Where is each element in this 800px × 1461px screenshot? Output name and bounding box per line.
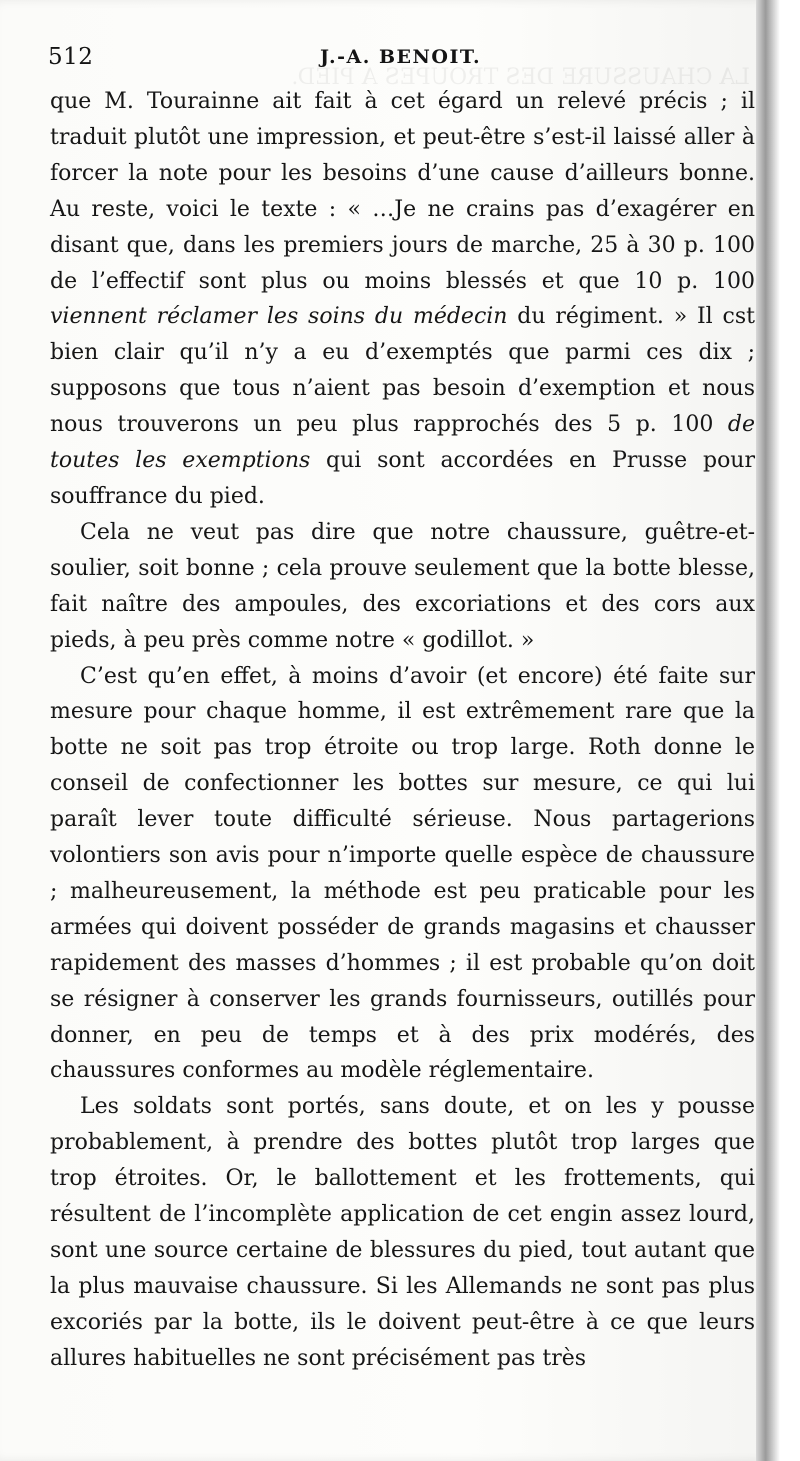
bleed-through-text: LA CHAUSSURE DES TROUPES A PIED. [291,65,750,90]
text-run: du régiment. » Il cst bien clair qu’il n’y a eu d’exemptés que parmi ces dix ; supposons que tous n’aient pas besoin d’exemption et nous nous trouverons un peu plus rapprochés des 5 p. 100 [50,304,755,438]
page-number: 512 [48,44,94,70]
text-run: Cela ne veut pas dire que notre chaussure, guêtre-et-soulier, soit bonne ; cela prouve seulement que la botte blesse, fait naître des ampoules, des excoriations et des cors aux pieds, à peu près comme notre « godillot. » [50,519,755,653]
running-head: J.-A. BENOIT. [320,46,482,68]
paragraph [50,659,755,1090]
italic-run: de toutes les exemptions [50,412,755,474]
text-run: que M. Tourainne ait fait à cet égard un relevé précis ; il traduit plutôt une impression, et peut-être s’est-il laissé aller à forcer la note pour les besoins d’une cause d’ailleurs bonne. Au reste, voici le texte : « …Je ne crains pas d’exagérer en disant que, dans les premiers jours de marche, 25 à 30 p. 100 de l’effectif sont plus ou moins blessés et que 10 p. 100 [50,89,755,294]
paragraph [50,84,755,515]
body-text [50,84,755,1377]
text-run: C’est qu’en effet, à moins d’avoir (et encore) été faite sur mesure pour chaque homme, il est extrêmement rare que la botte ne soit pas trop étroite ou trop large. Roth donne le conseil de confectionner les bottes sur mesure, ce qui lui paraît lever toute difficulté sérieuse. Nous partagerions volontiers son avis pour n’importe quelle espèce de chaussure ; malheureusement, la méthode est peu praticable pour les armées qui doivent posséder de grands magasins et chausser rapidement des masses d’hommes ; il est probable qu’on doit se résigner à conserver les grands fournisseurs, outillés pour donner, en peu de temps et à des prix modérés, des chaussures conformes au modèle réglementaire. [50,663,755,1084]
page-header [48,40,758,76]
text-run: qui sont accordées en Prusse pour souffrance du pied. [50,448,755,509]
italic-run: viennent réclamer les soins du médecin [50,304,508,330]
paragraph [50,1089,755,1376]
page-edge-shadow [756,0,780,1461]
paragraph [50,515,755,659]
text-run: Les soldats sont portés, sans doute, et on les y pousse probablement, à prendre des bottes plutôt trop larges que trop étroites. Or, le ballottement et les frottements, qui résultent de l’incomplète application de cet engin assez lourd, sont une source certaine de blessures du pied, tout autant que la plus mauvaise chaussure. Si les Allemands ne sont pas plus excoriés par la botte, ils le doivent peut-être à ce que leurs allures habituelles ne sont précisément pas très [50,1094,755,1371]
